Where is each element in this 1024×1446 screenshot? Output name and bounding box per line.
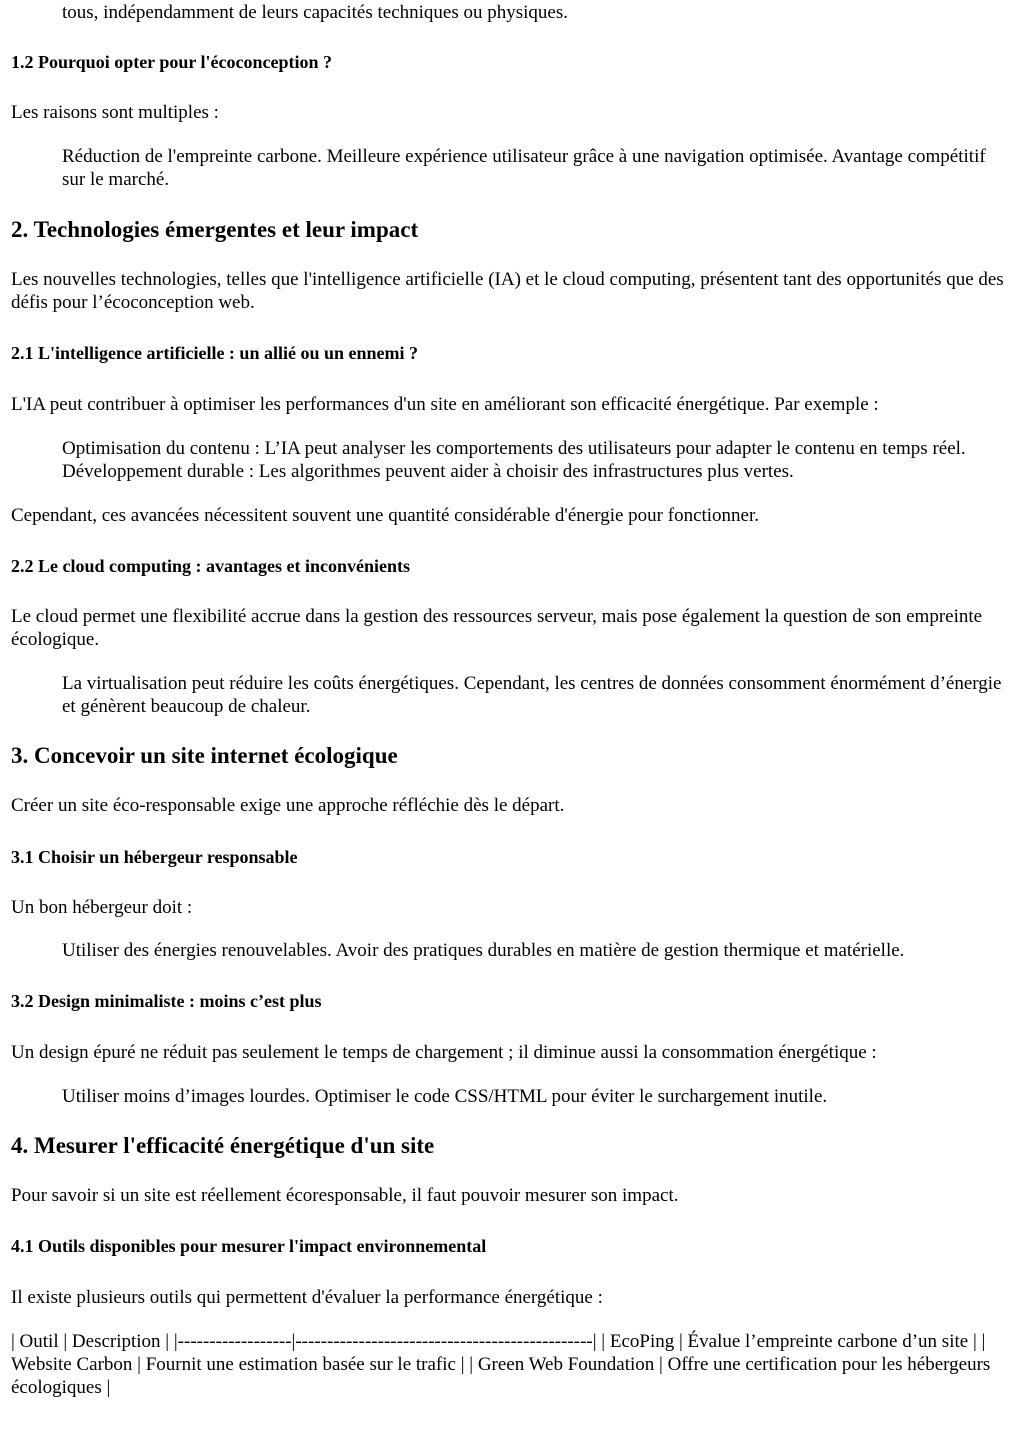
heading-3-2: 3.2 Design minimaliste : moins c’est plus (11, 991, 322, 1011)
paragraph-1-2-lead: Les raisons sont multiples : (11, 102, 219, 123)
list-2-2: La virtualisation peut réduire les coûts énergétiques. Cependant, les centres de données consomment énormément d’énergie et génèrent beaucoup de chaleur. (62, 673, 1002, 717)
paragraph-4-1-lead: Il existe plusieurs outils qui permettent d'évaluer la performance énergétique : (11, 1287, 603, 1308)
paragraph-3-2-lead: Un design épuré ne réduit pas seulement le temps de chargement ; il diminue aussi la consommation énergétique : (11, 1042, 877, 1063)
paragraph-2-1-lead: L'IA peut contribuer à optimiser les performances d'un site en améliorant son efficacité énergétique. Par exemple : (11, 394, 879, 415)
list-3-1: Utiliser des énergies renouvelables. Avoir des pratiques durables en matière de gestion thermique et matérielle. (62, 940, 905, 961)
heading-4: 4. Mesurer l'efficacité énergétique d'un site (11, 1133, 435, 1158)
paragraph-2-2-lead: Le cloud permet une flexibilité accrue dans la gestion des ressources serveur, mais pose également la question de son empreinte écologique. (11, 606, 983, 650)
heading-4-1: 4.1 Outils disponibles pour mesurer l'impact environnemental (11, 1236, 487, 1256)
list-2-1: Optimisation du contenu : L’IA peut analyser les comportements des utilisateurs pour adapter le contenu en temps réel. Développement durable : Les algorithmes peuvent aider à choisir des infrastructures plus vertes. (62, 438, 966, 482)
heading-2: 2. Technologies émergentes et leur impact (11, 217, 419, 242)
heading-1-2: 1.2 Pourquoi opter pour l'écoconception ? (11, 52, 333, 72)
paragraph-4-lead: Pour savoir si un site est réellement écoresponsable, il faut pouvoir mesurer son impact. (11, 1185, 679, 1206)
list-1-2: Réduction de l'empreinte carbone. Meilleure expérience utilisateur grâce à une navigation optimisée. Avantage compétitif sur le marché. (62, 146, 986, 190)
paragraph-2-1-after: Cependant, ces avancées nécessitent souvent une quantité considérable d'énergie pour fonctionner. (11, 505, 760, 526)
paragraph-2-lead: Les nouvelles technologies, telles que l'intelligence artificielle (IA) et le cloud computing, présentent tant des opportunités que des défis pour l’écoconception web. (11, 269, 1004, 313)
list-3-2: Utiliser moins d’images lourdes. Optimiser le code CSS/HTML pour éviter le surchargement inutile. (62, 1086, 828, 1107)
paragraph-3-lead: Créer un site éco-responsable exige une approche réfléchie dès le départ. (11, 795, 565, 816)
raw-markdown-table: | Outil | Description | |------------------|-----------------------------------------------| | EcoPing | Évalue l’empreinte carbone d’un site | | Website Carbon | Fournit une estimation basée sur le trafic | | Green Web Foundation | Offre une certification pour les hébergeurs écologiques | (11, 1331, 991, 1398)
heading-3-1: 3.1 Choisir un hébergeur responsable (11, 847, 298, 867)
paragraph-3-1-lead: Un bon hébergeur doit : (11, 897, 193, 918)
heading-2-2: 2.2 Le cloud computing : avantages et inconvénients (11, 556, 411, 576)
intro-tail-paragraph: tous, indépendamment de leurs capacités techniques ou physiques. (62, 2, 569, 23)
heading-2-1: 2.1 L'intelligence artificielle : un allié ou un ennemi ? (11, 343, 418, 363)
heading-3: 3. Concevoir un site internet écologique (11, 743, 398, 768)
